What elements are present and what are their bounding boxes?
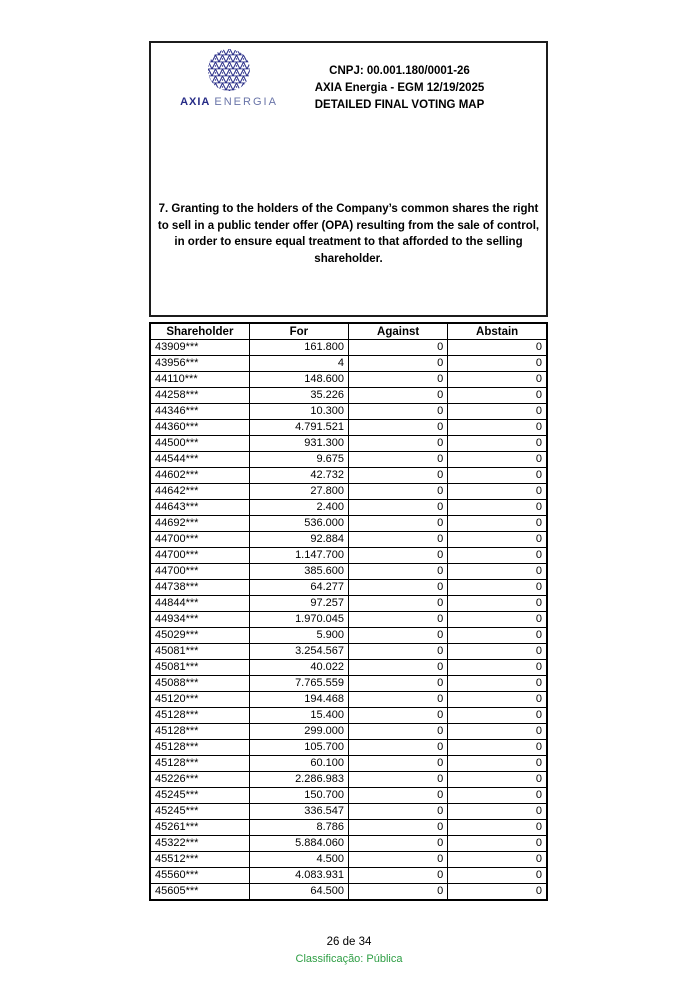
shareholder-cell: 44700*** — [150, 548, 249, 564]
abstain-cell: 0 — [448, 788, 547, 804]
against-cell: 0 — [349, 852, 448, 868]
against-cell: 0 — [349, 596, 448, 612]
abstain-cell: 0 — [448, 596, 547, 612]
against-cell: 0 — [349, 820, 448, 836]
for-cell: 40.022 — [249, 660, 348, 676]
against-cell: 0 — [349, 580, 448, 596]
for-cell: 385.600 — [249, 564, 348, 580]
for-cell: 536.000 — [249, 516, 348, 532]
against-cell: 0 — [349, 436, 448, 452]
table-row — [150, 852, 547, 868]
for-cell: 64.500 — [249, 884, 348, 901]
cnpj-line: CNPJ: 00.001.180/0001-26 — [329, 65, 470, 77]
header-row — [150, 323, 547, 340]
abstain-cell: 0 — [448, 644, 547, 660]
abstain-cell: 0 — [448, 532, 547, 548]
for-cell: 4.500 — [249, 852, 348, 868]
against-cell: 0 — [349, 404, 448, 420]
against-cell: 0 — [349, 548, 448, 564]
shareholder-cell: 44346*** — [150, 404, 249, 420]
against-cell: 0 — [349, 740, 448, 756]
shareholder-cell: 43909*** — [150, 340, 249, 356]
abstain-cell: 0 — [448, 724, 547, 740]
for-cell: 15.400 — [249, 708, 348, 724]
table-row — [150, 580, 547, 596]
shareholder-cell: 44500*** — [150, 436, 249, 452]
against-cell: 0 — [349, 452, 448, 468]
for-cell: 161.800 — [249, 340, 348, 356]
table-row — [150, 340, 547, 356]
shareholder-cell: 45029*** — [150, 628, 249, 644]
table-row — [150, 676, 547, 692]
abstain-cell: 0 — [448, 660, 547, 676]
shareholder-cell: 45128*** — [150, 724, 249, 740]
table-row — [150, 356, 547, 372]
against-cell: 0 — [349, 836, 448, 852]
against-cell: 0 — [349, 372, 448, 388]
table-row — [150, 388, 547, 404]
for-cell: 5.900 — [249, 628, 348, 644]
classification-label: Classificação: Pública — [295, 953, 403, 965]
shareholder-cell: 45605*** — [150, 884, 249, 901]
voting-table — [149, 322, 548, 901]
for-cell: 148.600 — [249, 372, 348, 388]
against-cell: 0 — [349, 676, 448, 692]
table-row — [150, 772, 547, 788]
table-row — [150, 468, 547, 484]
table-row — [150, 692, 547, 708]
for-cell: 64.277 — [249, 580, 348, 596]
against-cell: 0 — [349, 692, 448, 708]
against-cell: 0 — [349, 484, 448, 500]
abstain-cell: 0 — [448, 388, 547, 404]
for-cell: 2.400 — [249, 500, 348, 516]
voting-table-header — [150, 323, 547, 340]
shareholder-cell: 45081*** — [150, 660, 249, 676]
shareholder-cell: 43956*** — [150, 356, 249, 372]
abstain-cell: 0 — [448, 452, 547, 468]
table-row — [150, 516, 547, 532]
for-cell: 35.226 — [249, 388, 348, 404]
shareholder-cell: 44643*** — [150, 500, 249, 516]
against-cell: 0 — [349, 868, 448, 884]
table-row — [150, 404, 547, 420]
for-cell: 336.547 — [249, 804, 348, 820]
against-cell: 0 — [349, 788, 448, 804]
against-cell: 0 — [349, 500, 448, 516]
against-cell: 0 — [349, 804, 448, 820]
for-cell: 4.083.931 — [249, 868, 348, 884]
for-cell: 4.791.521 — [249, 420, 348, 436]
shareholder-cell: 44110*** — [150, 372, 249, 388]
shareholder-cell: 44602*** — [150, 468, 249, 484]
shareholder-cell: 45128*** — [150, 708, 249, 724]
shareholder-cell: 45512*** — [150, 852, 249, 868]
table-row — [150, 612, 547, 628]
abstain-cell: 0 — [448, 484, 547, 500]
table-row — [150, 452, 547, 468]
shareholder-cell: 45245*** — [150, 788, 249, 804]
for-cell: 8.786 — [249, 820, 348, 836]
col-header-for: For — [249, 323, 348, 340]
table-row — [150, 756, 547, 772]
document-title: DETAILED FINAL VOTING MAP — [314, 99, 485, 111]
for-cell: 27.800 — [249, 484, 348, 500]
table-row — [150, 740, 547, 756]
against-cell: 0 — [349, 772, 448, 788]
abstain-cell: 0 — [448, 356, 547, 372]
col-header-shareholder: Shareholder — [150, 323, 249, 340]
shareholder-cell: 45120*** — [150, 692, 249, 708]
shareholder-cell: 44738*** — [150, 580, 249, 596]
against-cell: 0 — [349, 420, 448, 436]
abstain-cell: 0 — [448, 340, 547, 356]
abstain-cell: 0 — [448, 420, 547, 436]
table-row — [150, 532, 547, 548]
for-cell: 92.884 — [249, 532, 348, 548]
abstain-cell: 0 — [448, 628, 547, 644]
abstain-cell: 0 — [448, 756, 547, 772]
for-cell: 105.700 — [249, 740, 348, 756]
against-cell: 0 — [349, 660, 448, 676]
for-cell: 194.468 — [249, 692, 348, 708]
abstain-cell: 0 — [448, 548, 547, 564]
shareholder-cell: 45128*** — [150, 756, 249, 772]
shareholder-cell: 45081*** — [150, 644, 249, 660]
for-cell: 2.286.983 — [249, 772, 348, 788]
for-cell: 60.100 — [249, 756, 348, 772]
table-row — [150, 644, 547, 660]
shareholder-cell: 44642*** — [150, 484, 249, 500]
table-row — [150, 596, 547, 612]
for-cell: 97.257 — [249, 596, 348, 612]
header-box — [149, 41, 548, 317]
shareholder-cell: 45560*** — [150, 868, 249, 884]
abstain-cell: 0 — [448, 500, 547, 516]
abstain-cell: 0 — [448, 692, 547, 708]
shareholder-cell: 44700*** — [150, 532, 249, 548]
against-cell: 0 — [349, 468, 448, 484]
shareholder-cell: 45261*** — [150, 820, 249, 836]
shareholder-cell: 45088*** — [150, 676, 249, 692]
shareholder-cell: 44844*** — [150, 596, 249, 612]
table-row — [150, 836, 547, 852]
against-cell: 0 — [349, 884, 448, 901]
table-row — [150, 484, 547, 500]
abstain-cell: 0 — [448, 372, 547, 388]
for-cell: 150.700 — [249, 788, 348, 804]
for-cell: 10.300 — [249, 404, 348, 420]
abstain-cell: 0 — [448, 884, 547, 901]
for-cell: 1.147.700 — [249, 548, 348, 564]
shareholder-cell: 44692*** — [150, 516, 249, 532]
table-row — [150, 372, 547, 388]
abstain-cell: 0 — [448, 836, 547, 852]
abstain-cell: 0 — [448, 708, 547, 724]
shareholder-cell: 45226*** — [150, 772, 249, 788]
table-row — [150, 660, 547, 676]
against-cell: 0 — [349, 724, 448, 740]
abstain-cell: 0 — [448, 868, 547, 884]
table-row — [150, 500, 547, 516]
against-cell: 0 — [349, 612, 448, 628]
abstain-cell: 0 — [448, 564, 547, 580]
for-cell: 4 — [249, 356, 348, 372]
against-cell: 0 — [349, 532, 448, 548]
against-cell: 0 — [349, 340, 448, 356]
abstain-cell: 0 — [448, 612, 547, 628]
for-cell: 3.254.567 — [249, 644, 348, 660]
voting-table-body — [150, 340, 547, 901]
table-row — [150, 548, 547, 564]
for-cell: 5.884.060 — [249, 836, 348, 852]
table-row — [150, 884, 547, 901]
abstain-cell: 0 — [448, 852, 547, 868]
logo-subname: ENERGIA — [214, 96, 278, 108]
for-cell: 299.000 — [249, 724, 348, 740]
shareholder-cell: 45245*** — [150, 804, 249, 820]
shareholder-cell: 45322*** — [150, 836, 249, 852]
for-cell: 42.732 — [249, 468, 348, 484]
header-titles — [255, 63, 544, 114]
table-row — [150, 708, 547, 724]
for-cell: 931.300 — [249, 436, 348, 452]
against-cell: 0 — [349, 516, 448, 532]
shareholder-cell: 44934*** — [150, 612, 249, 628]
against-cell: 0 — [349, 628, 448, 644]
against-cell: 0 — [349, 708, 448, 724]
abstain-cell: 0 — [448, 740, 547, 756]
abstain-cell: 0 — [448, 820, 547, 836]
against-cell: 0 — [349, 644, 448, 660]
table-row — [150, 868, 547, 884]
abstain-cell: 0 — [448, 436, 547, 452]
for-cell: 1.970.045 — [249, 612, 348, 628]
table-row — [150, 436, 547, 452]
abstain-cell: 0 — [448, 676, 547, 692]
against-cell: 0 — [349, 388, 448, 404]
abstain-cell: 0 — [448, 804, 547, 820]
against-cell: 0 — [349, 356, 448, 372]
meeting-line: AXIA Energia - EGM 12/19/2025 — [314, 82, 485, 94]
for-cell: 7.765.559 — [249, 676, 348, 692]
for-cell: 9.675 — [249, 452, 348, 468]
abstain-cell: 0 — [448, 580, 547, 596]
col-header-against: Against — [349, 323, 448, 340]
table-row — [150, 564, 547, 580]
logo-name: AXIA — [180, 96, 211, 108]
shareholder-cell: 45128*** — [150, 740, 249, 756]
table-row — [150, 628, 547, 644]
shareholder-cell: 44360*** — [150, 420, 249, 436]
shareholder-cell: 44258*** — [150, 388, 249, 404]
shareholder-cell: 44544*** — [150, 452, 249, 468]
table-row — [150, 820, 547, 836]
against-cell: 0 — [349, 756, 448, 772]
col-header-abstain: Abstain — [448, 323, 547, 340]
table-row — [150, 420, 547, 436]
shareholder-cell: 44700*** — [150, 564, 249, 580]
abstain-cell: 0 — [448, 772, 547, 788]
agenda-item-7-text: 7. Granting to the holders of the Company’s common shares the right to sell in a public tender offer (OPA) resulting from the sale of control, in order to ensure equal treatment to that afforded to the selling shareholder. — [157, 203, 540, 265]
abstain-cell: 0 — [448, 516, 547, 532]
abstain-cell: 0 — [448, 404, 547, 420]
table-row — [150, 724, 547, 740]
table-row — [150, 804, 547, 820]
abstain-cell: 0 — [448, 468, 547, 484]
page-number: 26 de 34 — [326, 936, 372, 948]
table-row — [150, 788, 547, 804]
against-cell: 0 — [349, 564, 448, 580]
